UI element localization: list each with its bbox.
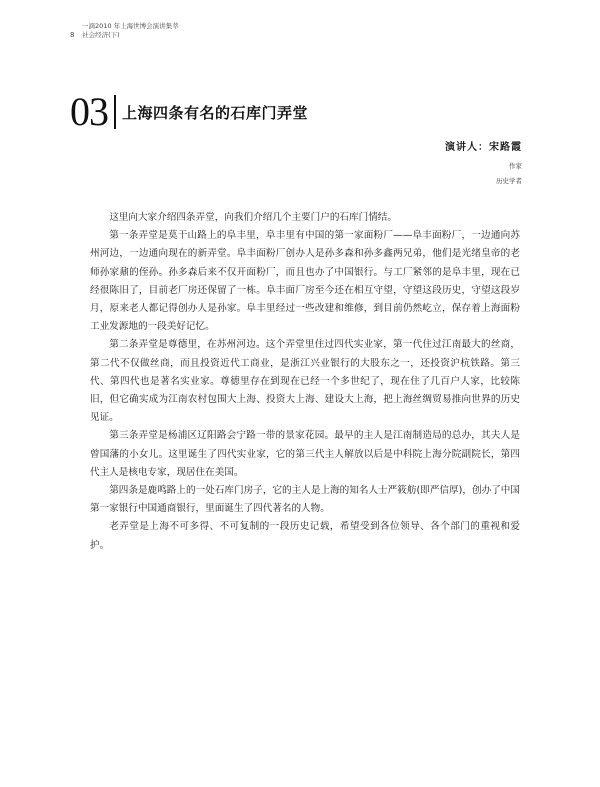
chapter-heading — [70, 89, 309, 134]
running-head-section: 社会经济(下) — [82, 31, 120, 39]
speaker-role: 作家 — [509, 162, 522, 170]
running-head — [70, 22, 179, 40]
chapter-number: 03 — [70, 89, 108, 134]
chapter-divider — [114, 95, 116, 129]
paragraph: 第三条弄堂是杨浦区辽阳路会宁路一带的景家花园。最早的主人是江南制造局的总办，其夫人是曾国藩的小女儿。这里诞生了四代实业家，它的第三代主人解放以后是中科院上海分院副院长，第四代主人是核电专家，现居住在美国。 — [90, 430, 520, 478]
paragraph: 老弄堂是上海不可多得、不可复制的一段历史记载，希望受到各位领导、各个部门的重视和爱护。 — [90, 521, 520, 551]
paragraph: 这里向大家介绍四条弄堂，向我们介绍几个主要门户的石库门情结。 — [109, 212, 397, 223]
speaker-role: 历史学者 — [496, 177, 522, 185]
running-head-book-title: 一滴2010 年上海世博会演讲集萃 — [82, 22, 179, 30]
chapter-title: 上海四条有名的石库门弄堂 — [122, 103, 309, 122]
paragraph: 第一条弄堂是莫干山路上的阜丰里，阜丰里有中国的第一家面粉厂——阜丰面粉厂，一边通向苏州河边，一边通向现在的新弄堂。阜丰面粉厂创办人是孙多森和孙多鑫两兄弟，他们是光绪皇帝的老师孙家鼐的侄孙。孙多森后来不仅开面粉厂，而且也办了中国银行。与工厂紧邻的是阜丰里，现在已经很陈旧了，目前老厂房还保留了一栋。阜丰面厂房至今还在相互守望，守望这段历史，守望这段岁月，原来老人都记得创办人是孙家。阜丰里经过一些改建和维修，到目前仍然屹立，保存着上海面粉工业发源地的一段美好记忆。 — [90, 230, 520, 333]
paragraph: 第二条弄堂是尊德里，在苏州河边。这个弄堂里住过四代实业家，第一代住过江南最大的丝商，第二代不仅做丝商，而且投资近代工商业，是浙江兴业银行的大股东之一，还投资沪杭铁路。第三代、第四代也是著名实业家。尊德里存在到现在已经一个多世纪了，现在住了几百户人家，比较陈旧，但它确实成为江南农村包围大上海、投资大上海、建设大上海，把上海丝绸贸易推向世界的历史见证。 — [90, 339, 520, 424]
paragraph: 第四条是鹿鸣路上的一处石库门房子，它的主人是上海的知名人士严筱舫(即严信厚)，创办了中国第一家银行中国通商银行，里面诞生了四代著名的人物。 — [90, 485, 520, 515]
speaker-name: 演讲人：宋路霞 — [445, 142, 522, 153]
byline — [445, 138, 522, 189]
article-body — [90, 209, 520, 555]
page-number: 8 — [70, 31, 75, 39]
